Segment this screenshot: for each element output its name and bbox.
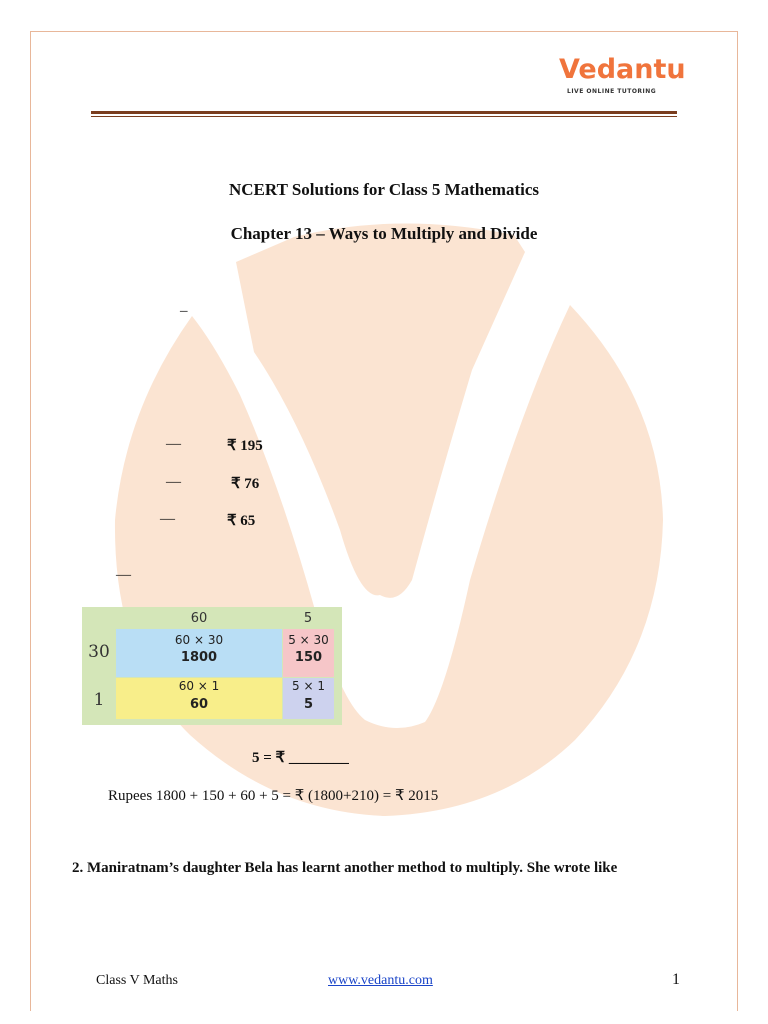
vedantu-logo <box>555 54 686 98</box>
sum-line: Rupees 1800 + 150 + 60 + 5 = ₹ (1800+210) = ₹ 2015 <box>108 788 439 804</box>
grid-cell-expression: 60 × 1 <box>178 679 220 693</box>
grid-cell <box>116 678 282 719</box>
grid-row-header: 30 <box>88 642 110 662</box>
logo-wordmark: Vedantu <box>559 54 686 85</box>
footer-website-link[interactable]: www.vedantu.com <box>328 973 433 988</box>
dash-mark: — <box>116 567 131 583</box>
grid-cell <box>116 629 282 677</box>
chapter-title: Chapter 13 – Ways to Multiply and Divide <box>230 224 538 243</box>
price-dash: — <box>160 511 175 527</box>
price-dash: — <box>166 436 181 452</box>
dash-mark: – <box>180 303 188 319</box>
header-rule <box>91 111 677 114</box>
grid-cell-expression: 60 × 30 <box>174 633 224 647</box>
grid-cell <box>283 629 334 677</box>
price-value: ₹ 195 <box>227 438 263 454</box>
grid-cell-expression: 5 × 30 <box>288 633 329 647</box>
grid-cell-value: 60 <box>189 697 209 712</box>
grid-col-header: 60 <box>190 611 208 626</box>
page-number: 1 <box>672 971 680 988</box>
grid-row-header: 1 <box>93 690 105 710</box>
logo-tagline: LIVE ONLINE TUTORING <box>567 88 657 95</box>
grid-cell-value: 1800 <box>180 650 218 665</box>
footer-label: Class V Maths <box>96 973 178 988</box>
equation-blank: 5 = ₹ ________ <box>252 750 349 766</box>
grid-col-header: 5 <box>303 611 313 626</box>
grid-cell-value: 150 <box>294 650 323 665</box>
grid-cell-expression: 5 × 1 <box>292 679 325 693</box>
grid-cell-value: 5 <box>303 697 314 712</box>
question-2: 2. Maniratnam’s daughter Bela has learnt another method to multiply. She wrote like <box>72 860 618 876</box>
document-title: NCERT Solutions for Class 5 Mathematics <box>229 180 539 199</box>
price-value: ₹ 65 <box>227 513 256 529</box>
grid-cell <box>283 678 334 719</box>
price-value: ₹ 76 <box>231 476 260 492</box>
header-rule-thin <box>91 116 677 117</box>
price-dash: — <box>166 474 181 490</box>
multiplication-grid <box>82 607 342 725</box>
